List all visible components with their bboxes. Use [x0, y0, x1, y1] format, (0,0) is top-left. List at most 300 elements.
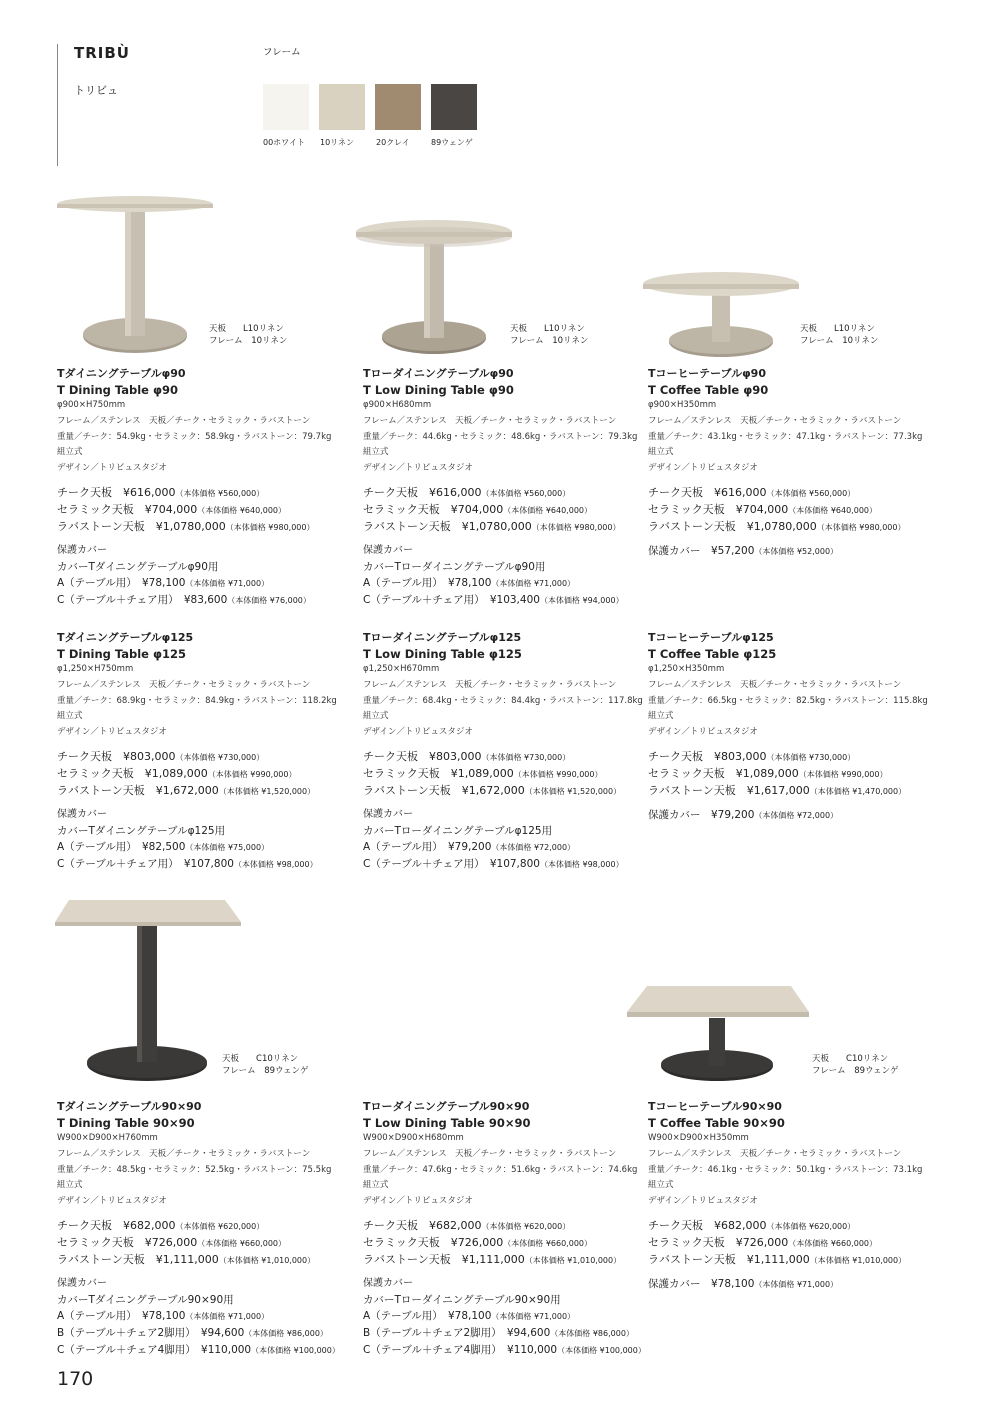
cover-base: （本体価格 ¥98,000）: [233, 859, 318, 869]
cover-heading: 保護カバー: [648, 1277, 701, 1290]
product-spec: デザイン／トリビュスタジオ: [57, 463, 167, 474]
cover-price: ¥82,500: [142, 840, 186, 853]
cover-heading: 保護カバー: [648, 808, 701, 821]
cover-subtitle: カバーTローダイニングテーブルφ90用: [363, 560, 546, 573]
cover-price: ¥78,100: [711, 1277, 755, 1290]
price-list: [363, 749, 663, 800]
cover-row: [57, 592, 357, 609]
price-label: ラバストーン天板: [363, 783, 451, 797]
price-value: ¥803,000: [123, 749, 176, 763]
price-base: （本体価格 ¥1,010,000）: [809, 1255, 907, 1265]
product-spec: φ1,250×H670mm: [363, 664, 440, 674]
price-value: ¥726,000: [735, 1235, 789, 1249]
price-row: [57, 1252, 357, 1269]
price-base: （本体価格 ¥560,000）: [175, 488, 265, 498]
product-spec: デザイン／トリビュスタジオ: [648, 463, 758, 474]
cover-row: [648, 543, 948, 560]
product-name-en: T Coffee Table 90×90: [648, 1116, 785, 1130]
price-row: [57, 519, 357, 536]
product-spec: フレーム／ステンレス 天板／チーク・セラミック・ラバストーン: [57, 415, 311, 426]
product-spec: フレーム／ステンレス 天板／チーク・セラミック・ラバストーン: [648, 679, 902, 690]
product-spec: φ1,250×H350mm: [648, 664, 725, 674]
product-name-ja: Tコーヒーテーブル90×90: [648, 1100, 782, 1113]
price-value: ¥1,111,000: [746, 1252, 810, 1266]
table-image-dining-square-90: [55, 898, 245, 1084]
product-block: [363, 366, 663, 609]
product-block: [363, 630, 663, 873]
price-row: [57, 502, 357, 519]
product-block: [57, 630, 357, 873]
header-divider: [57, 44, 58, 166]
cover-label: C（テーブル＋チェア用）: [363, 593, 480, 606]
price-label: チーク天板: [648, 1218, 703, 1232]
product-block: [57, 1099, 357, 1359]
product-block: [648, 366, 948, 560]
image-spec-tag: 天板 L10リネン フレーム 10リネン: [510, 324, 589, 346]
product-spec: デザイン／トリビュスタジオ: [363, 727, 473, 738]
price-base: （本体価格 ¥990,000）: [207, 769, 297, 779]
cover-section: [57, 807, 357, 873]
product-name-en: T Dining Table φ90: [57, 383, 178, 397]
product-spec: 組立式: [363, 447, 389, 458]
price-base: （本体価格 ¥990,000）: [513, 769, 603, 779]
price-value: ¥682,000: [429, 1218, 482, 1232]
product-name-ja: Tコーヒーテーブルφ90: [648, 367, 766, 380]
cover-heading: 保護カバー: [57, 544, 107, 556]
product-spec: 組立式: [57, 1180, 83, 1191]
price-value: ¥1,089,000: [144, 766, 208, 780]
cover-subtitle: カバーTダイニングテーブルφ90用: [57, 560, 219, 573]
cover-label: B（テーブル＋チェア2脚用）: [363, 1326, 497, 1339]
product-spec: 重量／チーク：44.6kg・セラミック：48.6kg・ラバストーン：79.3kg: [363, 431, 638, 442]
table-image-coffee-round-90: [641, 266, 801, 360]
product-spec: 組立式: [648, 711, 674, 722]
cover-section: [363, 807, 663, 873]
cover-label: A（テーブル用）: [363, 1309, 438, 1322]
product-spec: 組立式: [57, 711, 83, 722]
product-spec: デザイン／トリビュスタジオ: [363, 463, 473, 474]
product-spec: W900×D900×H760mm: [57, 1133, 158, 1143]
cover-base: （本体価格 ¥52,000）: [754, 546, 839, 556]
cover-label: C（テーブル＋チェア用）: [363, 857, 480, 870]
price-label: ラバストーン天板: [363, 1252, 451, 1266]
product-spec: 組立式: [648, 1180, 674, 1191]
price-list: [363, 1218, 663, 1269]
price-label: チーク天板: [648, 749, 703, 763]
cover-heading: 保護カバー: [648, 544, 701, 557]
cover-row: [648, 1276, 948, 1293]
price-row: [363, 1218, 663, 1235]
price-value: ¥1,089,000: [450, 766, 514, 780]
price-value: ¥1,0780,000: [746, 519, 817, 533]
table-image-low-dining-round-90: [354, 214, 514, 358]
swatch-label: 10リネン: [320, 138, 355, 147]
product-name-en: T Dining Table φ125: [57, 647, 186, 661]
swatch-linen: [319, 84, 365, 130]
price-value: ¥682,000: [714, 1218, 767, 1232]
product-block: [648, 1099, 948, 1293]
product-block: [57, 366, 357, 609]
price-row: [363, 1252, 663, 1269]
cover-row: [363, 592, 663, 609]
cover-row: [363, 839, 663, 856]
product-spec: 組立式: [363, 1180, 389, 1191]
cover-base: （本体価格 ¥94,000）: [539, 595, 624, 605]
product-spec: フレーム／ステンレス 天板／チーク・セラミック・ラバストーン: [648, 415, 902, 426]
product-name-ja: Tローダイニングテーブルφ125: [363, 631, 522, 644]
price-row: [57, 485, 357, 502]
product-spec: W900×D900×H350mm: [648, 1133, 749, 1143]
price-base: （本体価格 ¥980,000）: [225, 522, 315, 532]
cover-label: C（テーブル＋チェア用）: [57, 593, 174, 606]
cover-label: A（テーブル用）: [57, 576, 132, 589]
swatch-label: 00ホワイト: [263, 138, 305, 147]
image-spec-tag: 天板 C10リネン フレーム 89ウェンゲ: [812, 1054, 899, 1076]
swatch-white: [263, 84, 309, 130]
price-value: ¥704,000: [450, 502, 504, 516]
product-name-en: T Low Dining Table φ90: [363, 383, 514, 397]
product-spec: 重量／チーク：68.4kg・セラミック：84.4kg・ラバストーン：117.8kg: [363, 695, 643, 706]
cover-base: （本体価格 ¥72,000）: [491, 842, 576, 852]
price-value: ¥616,000: [123, 485, 176, 499]
product-name-en: T Coffee Table φ90: [648, 383, 769, 397]
product-spec: フレーム／ステンレス 天板／チーク・セラミック・ラバストーン: [57, 679, 311, 690]
cover-row: [363, 575, 663, 592]
price-value: ¥616,000: [429, 485, 482, 499]
price-base: （本体価格 ¥620,000）: [766, 1221, 856, 1231]
price-list: [648, 1218, 948, 1269]
price-value: ¥682,000: [123, 1218, 176, 1232]
price-base: （本体価格 ¥660,000）: [197, 1238, 286, 1248]
price-label: セラミック天板: [57, 766, 134, 780]
cover-base: （本体価格 ¥100,000）: [251, 1345, 340, 1355]
price-row: [648, 1218, 948, 1235]
swatch-wenge: [431, 84, 477, 130]
price-label: セラミック天板: [648, 766, 725, 780]
price-value: ¥1,111,000: [461, 1252, 525, 1266]
price-row: [57, 1218, 357, 1235]
price-label: ラバストーン天板: [57, 783, 145, 797]
price-base: （本体価格 ¥1,010,000）: [524, 1255, 622, 1265]
product-name-en: T Coffee Table φ125: [648, 647, 777, 661]
table-image-coffee-square-90: [621, 984, 811, 1084]
table-image-dining-round-90: [55, 194, 215, 358]
cover-heading: 保護カバー: [363, 1277, 413, 1289]
price-label: チーク天板: [57, 749, 112, 763]
cover-price: ¥78,100: [142, 576, 186, 589]
price-row: [57, 783, 357, 800]
price-row: [648, 519, 948, 536]
cover-price: ¥110,000: [507, 1343, 558, 1356]
cover-label: C（テーブル＋チェア4脚用）: [363, 1343, 497, 1356]
price-row: [57, 1235, 357, 1252]
product-spec: 組立式: [363, 711, 389, 722]
cover-price: ¥78,100: [448, 1309, 492, 1322]
price-value: ¥616,000: [714, 485, 767, 499]
price-base: （本体価格 ¥560,000）: [481, 488, 571, 498]
price-row: [363, 485, 663, 502]
cover-row: [57, 1308, 357, 1325]
image-spec-tag: 天板 C10リネン フレーム 89ウェンゲ: [222, 1054, 309, 1076]
price-base: （本体価格 ¥560,000）: [766, 488, 856, 498]
price-row: [363, 519, 663, 536]
price-row: [648, 766, 948, 783]
cover-base: （本体価格 ¥71,000）: [185, 578, 270, 588]
price-label: セラミック天板: [648, 1235, 725, 1249]
price-row: [648, 749, 948, 766]
cover-subtitle: カバーTローダイニングテーブル90×90用: [363, 1293, 561, 1306]
product-name-en: T Dining Table 90×90: [57, 1116, 195, 1130]
price-value: ¥1,0780,000: [155, 519, 226, 533]
cover-row: [363, 1308, 663, 1325]
price-label: ラバストーン天板: [57, 519, 145, 533]
price-base: （本体価格 ¥730,000）: [481, 752, 571, 762]
cover-price: ¥79,200: [448, 840, 492, 853]
price-label: ラバストーン天板: [57, 1252, 145, 1266]
price-base: （本体価格 ¥980,000）: [531, 522, 621, 532]
price-base: （本体価格 ¥1,470,000）: [809, 786, 907, 796]
product-name-ja: Tローダイニングテーブルφ90: [363, 367, 514, 380]
image-spec-tag: 天板 L10リネン フレーム 10リネン: [209, 324, 288, 346]
price-list: [648, 749, 948, 800]
product-spec: フレーム／ステンレス 天板／チーク・セラミック・ラバストーン: [363, 679, 617, 690]
cover-label: A（テーブル用）: [363, 576, 438, 589]
price-row: [648, 485, 948, 502]
cover-label: A（テーブル用）: [57, 840, 132, 853]
cover-row: [57, 575, 357, 592]
cover-base: （本体価格 ¥86,000）: [550, 1328, 634, 1338]
cover-section: [57, 1276, 357, 1359]
price-row: [648, 1252, 948, 1269]
price-base: （本体価格 ¥730,000）: [766, 752, 856, 762]
price-value: ¥1,672,000: [461, 783, 525, 797]
cover-heading: 保護カバー: [57, 808, 107, 820]
product-spec: フレーム／ステンレス 天板／チーク・セラミック・ラバストーン: [57, 1148, 311, 1159]
cover-base: （本体価格 ¥71,000）: [185, 1311, 270, 1321]
cover-row: [57, 1342, 357, 1359]
product-spec: φ1,250×H750mm: [57, 664, 134, 674]
price-label: セラミック天板: [57, 502, 134, 516]
swatch-clay: [375, 84, 421, 130]
price-base: （本体価格 ¥640,000）: [197, 505, 286, 515]
brand-title: TRIBÙ: [74, 44, 130, 62]
product-name-ja: Tダイニングテーブルφ90: [57, 367, 186, 380]
cover-label: B（テーブル＋チェア2脚用）: [57, 1326, 191, 1339]
price-base: （本体価格 ¥990,000）: [798, 769, 888, 779]
price-row: [648, 502, 948, 519]
price-value: ¥1,089,000: [735, 766, 799, 780]
cover-section: [57, 543, 357, 609]
product-spec: 組立式: [648, 447, 674, 458]
price-list: [363, 485, 663, 536]
cover-label: C（テーブル＋チェア用）: [57, 857, 174, 870]
cover-base: （本体価格 ¥86,000）: [244, 1328, 328, 1338]
cover-row: [363, 1325, 663, 1342]
price-label: チーク天板: [57, 1218, 112, 1232]
product-name-ja: Tローダイニングテーブル90×90: [363, 1100, 530, 1113]
cover-price: ¥103,400: [489, 593, 540, 606]
product-name-ja: Tダイニングテーブルφ125: [57, 631, 194, 644]
product-spec: 組立式: [57, 447, 83, 458]
price-base: （本体価格 ¥1,520,000）: [524, 786, 622, 796]
product-spec: 重量／チーク：54.9kg・セラミック：58.9kg・ラバストーン：79.7kg: [57, 431, 332, 442]
price-value: ¥1,0780,000: [461, 519, 532, 533]
product-name-ja: Tコーヒーテーブルφ125: [648, 631, 774, 644]
cover-subtitle: カバーTダイニングテーブル90×90用: [57, 1293, 234, 1306]
cover-label: A（テーブル用）: [57, 1309, 132, 1322]
cover-base: （本体価格 ¥71,000）: [491, 1311, 576, 1321]
cover-section: [363, 543, 663, 609]
price-row: [363, 766, 663, 783]
price-value: ¥726,000: [450, 1235, 504, 1249]
cover-label: A（テーブル用）: [363, 840, 438, 853]
cover-row: [363, 1342, 663, 1359]
image-spec-tag: 天板 L10リネン フレーム 10リネン: [800, 324, 879, 346]
price-base: （本体価格 ¥640,000）: [503, 505, 592, 515]
price-label: チーク天板: [363, 1218, 418, 1232]
price-row: [648, 1235, 948, 1252]
cover-row: [57, 856, 357, 873]
product-spec: 重量／チーク：47.6kg・セラミック：51.6kg・ラバストーン：74.6kg: [363, 1164, 638, 1175]
swatch-label: 20クレイ: [376, 138, 410, 147]
cover-label: C（テーブル＋チェア4脚用）: [57, 1343, 191, 1356]
cover-price: ¥107,800: [183, 857, 234, 870]
product-spec: 重量／チーク：46.1kg・セラミック：50.1kg・ラバストーン：73.1kg: [648, 1164, 923, 1175]
price-label: セラミック天板: [363, 502, 440, 516]
price-base: （本体価格 ¥1,010,000）: [218, 1255, 316, 1265]
price-base: （本体価格 ¥730,000）: [175, 752, 265, 762]
product-spec: 重量／チーク：43.1kg・セラミック：47.1kg・ラバストーン：77.3kg: [648, 431, 923, 442]
cover-section: [648, 807, 948, 824]
cover-base: （本体価格 ¥98,000）: [539, 859, 624, 869]
price-list: [57, 1218, 357, 1269]
price-value: ¥1,111,000: [155, 1252, 219, 1266]
cover-price: ¥110,000: [201, 1343, 252, 1356]
price-row: [363, 502, 663, 519]
price-label: セラミック天板: [57, 1235, 134, 1249]
price-list: [57, 485, 357, 536]
price-row: [363, 1235, 663, 1252]
price-label: ラバストーン天板: [363, 519, 451, 533]
cover-price: ¥107,800: [489, 857, 540, 870]
price-base: （本体価格 ¥640,000）: [788, 505, 877, 515]
cover-section: [648, 1276, 948, 1293]
cover-price: ¥79,200: [711, 808, 755, 821]
price-label: セラミック天板: [363, 766, 440, 780]
cover-base: （本体価格 ¥75,000）: [185, 842, 270, 852]
product-spec: デザイン／トリビュスタジオ: [57, 1196, 167, 1207]
product-spec: デザイン／トリビュスタジオ: [363, 1196, 473, 1207]
cover-subtitle: カバーTローダイニングテーブルφ125用: [363, 824, 553, 837]
cover-price: ¥78,100: [142, 1309, 186, 1322]
cover-price: ¥57,200: [711, 544, 755, 557]
price-value: ¥803,000: [429, 749, 482, 763]
price-label: ラバストーン天板: [648, 783, 736, 797]
price-row: [57, 749, 357, 766]
price-base: （本体価格 ¥620,000）: [481, 1221, 571, 1231]
cover-price: ¥83,600: [183, 593, 228, 606]
product-spec: W900×D900×H680mm: [363, 1133, 464, 1143]
price-base: （本体価格 ¥1,520,000）: [218, 786, 316, 796]
price-base: （本体価格 ¥620,000）: [175, 1221, 265, 1231]
price-row: [57, 766, 357, 783]
price-label: ラバストーン天板: [648, 519, 736, 533]
product-spec: フレーム／ステンレス 天板／チーク・セラミック・ラバストーン: [648, 1148, 902, 1159]
product-spec: 重量／チーク：66.5kg・セラミック：82.5kg・ラバストーン：115.8kg: [648, 695, 928, 706]
product-block: [363, 1099, 663, 1359]
product-spec: 重量／チーク：68.9kg・セラミック：84.9kg・ラバストーン：118.2kg: [57, 695, 337, 706]
price-list: [57, 749, 357, 800]
product-spec: 重量／チーク：48.5kg・セラミック：52.5kg・ラバストーン：75.5kg: [57, 1164, 332, 1175]
cover-row: [57, 839, 357, 856]
price-label: チーク天板: [363, 485, 418, 499]
cover-row: [363, 856, 663, 873]
product-name-en: T Low Dining Table φ125: [363, 647, 522, 661]
price-value: ¥803,000: [714, 749, 767, 763]
price-label: チーク天板: [648, 485, 703, 499]
price-label: チーク天板: [363, 749, 418, 763]
product-spec: フレーム／ステンレス 天板／チーク・セラミック・ラバストーン: [363, 415, 617, 426]
price-base: （本体価格 ¥660,000）: [503, 1238, 592, 1248]
cover-base: （本体価格 ¥72,000）: [754, 810, 839, 820]
cover-base: （本体価格 ¥71,000）: [491, 578, 576, 588]
price-base: （本体価格 ¥660,000）: [788, 1238, 877, 1248]
cover-heading: 保護カバー: [363, 544, 413, 556]
price-value: ¥1,672,000: [155, 783, 219, 797]
product-block: [648, 630, 948, 824]
cover-price: ¥78,100: [448, 576, 492, 589]
frame-color-label: フレーム: [263, 47, 301, 58]
cover-price: ¥94,600: [200, 1326, 245, 1339]
brand-subtitle: トリビュ: [74, 84, 118, 97]
product-spec: デザイン／トリビュスタジオ: [648, 727, 758, 738]
cover-row: [57, 1325, 357, 1342]
price-row: [648, 783, 948, 800]
price-row: [363, 783, 663, 800]
product-name-ja: Tダイニングテーブル90×90: [57, 1100, 202, 1113]
cover-base: （本体価格 ¥76,000）: [227, 595, 311, 605]
product-spec: デザイン／トリビュスタジオ: [648, 1196, 758, 1207]
cover-subtitle: カバーTダイニングテーブルφ125用: [57, 824, 226, 837]
product-spec: φ900×H350mm: [648, 400, 717, 410]
price-label: セラミック天板: [648, 502, 725, 516]
price-label: ラバストーン天板: [648, 1252, 736, 1266]
price-list: [648, 485, 948, 536]
cover-heading: 保護カバー: [363, 808, 413, 820]
product-spec: φ900×H680mm: [363, 400, 432, 410]
cover-price: ¥94,600: [506, 1326, 551, 1339]
cover-section: [363, 1276, 663, 1359]
cover-base: （本体価格 ¥71,000）: [754, 1279, 839, 1289]
price-row: [363, 749, 663, 766]
price-value: ¥726,000: [144, 1235, 198, 1249]
price-base: （本体価格 ¥980,000）: [816, 522, 906, 532]
product-spec: フレーム／ステンレス 天板／チーク・セラミック・ラバストーン: [363, 1148, 617, 1159]
swatch-label: 89ウェンゲ: [431, 138, 473, 147]
cover-section: [648, 543, 948, 560]
cover-heading: 保護カバー: [57, 1277, 107, 1289]
price-value: ¥704,000: [144, 502, 198, 516]
price-label: チーク天板: [57, 485, 112, 499]
cover-base: （本体価格 ¥100,000）: [557, 1345, 646, 1355]
price-value: ¥704,000: [735, 502, 789, 516]
product-spec: φ900×H750mm: [57, 400, 126, 410]
cover-row: [648, 807, 948, 824]
product-name-en: T Low Dining Table 90×90: [363, 1116, 531, 1130]
price-value: ¥1,617,000: [746, 783, 810, 797]
page-number: 170: [57, 1368, 94, 1390]
product-spec: デザイン／トリビュスタジオ: [57, 727, 167, 738]
